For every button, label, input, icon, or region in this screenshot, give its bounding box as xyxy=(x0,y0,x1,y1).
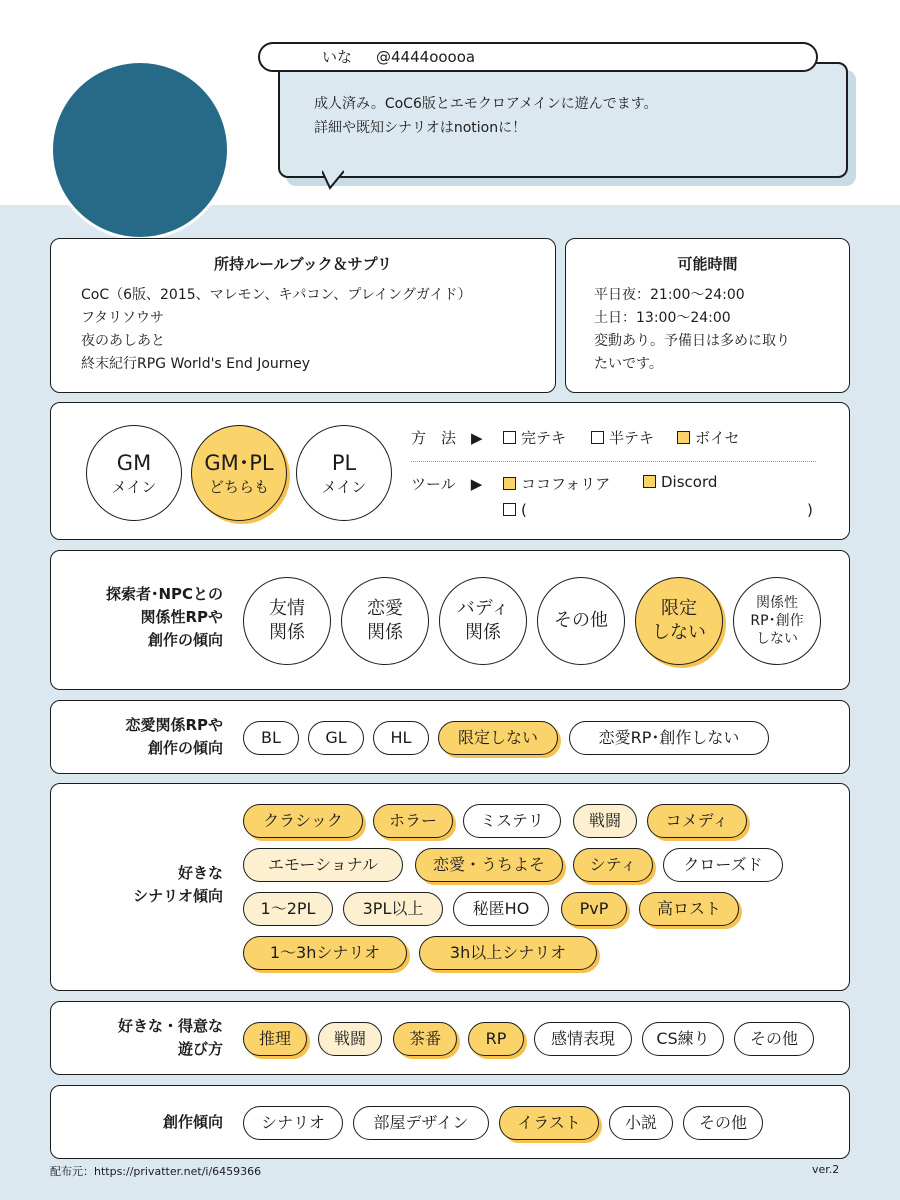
relationship-unlimited[interactable] xyxy=(635,577,723,665)
method-option[interactable] xyxy=(503,427,566,448)
tool-option-label: ココフォリア xyxy=(521,475,611,493)
rulebooks-card xyxy=(50,238,556,393)
romance-option[interactable]: BL xyxy=(243,721,299,755)
label-line: 遊び方 xyxy=(177,1040,223,1058)
playstyle-card xyxy=(50,1001,850,1075)
role-both[interactable] xyxy=(191,425,287,521)
scenario-option[interactable]: 秘匿HO xyxy=(453,892,549,926)
option-line: 関係 xyxy=(367,622,403,643)
relationship-other[interactable] xyxy=(537,577,625,665)
label-line: 恋愛関係RPや xyxy=(125,716,223,734)
scenario-option[interactable]: ミステリ xyxy=(463,804,561,838)
label-line: 創作の傾向 xyxy=(147,739,223,757)
romance-option[interactable]: GL xyxy=(308,721,364,755)
method-option[interactable] xyxy=(591,427,654,448)
tool-option[interactable] xyxy=(503,473,610,494)
checkbox-checked-icon xyxy=(677,431,690,444)
tool-other-option[interactable] xyxy=(503,501,527,519)
creation-option[interactable]: シナリオ xyxy=(243,1106,343,1140)
option-line: しない xyxy=(756,631,798,647)
scenario-option[interactable]: 恋愛・うちよそ xyxy=(415,848,563,882)
option-line: RP･創作 xyxy=(750,613,804,629)
option-line: 関係性 xyxy=(756,595,798,611)
scenario-option[interactable]: 3h以上シナリオ xyxy=(419,936,597,970)
romance-label xyxy=(63,714,223,760)
role-bottom: どちらも xyxy=(208,477,269,496)
rulebook-item: 夜のあしあと xyxy=(81,333,165,349)
other-close-paren: ) xyxy=(807,501,813,519)
relationship-friendship[interactable] xyxy=(243,577,331,665)
option-line: しない xyxy=(652,622,706,643)
role-top: PL xyxy=(331,450,357,475)
checkbox-icon xyxy=(591,431,604,444)
scenario-option[interactable]: エモーショナル xyxy=(243,848,403,882)
bio-line-2: 詳細や既知シナリオはnotionに！ xyxy=(314,120,527,136)
rulebook-item: 終末紀行RPG World's End Journey xyxy=(81,356,311,372)
scenario-option[interactable]: クローズド xyxy=(663,848,783,882)
scenario-option[interactable]: 1〜3hシナリオ xyxy=(243,936,407,970)
playstyle-option[interactable]: RP xyxy=(468,1022,524,1056)
option-line: バディ xyxy=(456,598,510,619)
scenario-option[interactable]: 戦闘 xyxy=(573,804,637,838)
profile-handle: @4444ooooa xyxy=(376,48,476,66)
rulebook-item: フタリソウサ xyxy=(81,310,165,326)
role-top: GM･PL xyxy=(204,450,274,475)
option-line: 友情 xyxy=(269,598,305,619)
scenario-option[interactable]: コメディ xyxy=(647,804,747,838)
availability-line: たいです。 xyxy=(594,356,663,372)
bio-line-1: 成人済み。CoC6版とエモクロアメインに遊んでます。 xyxy=(314,96,658,112)
role-bottom: メイン xyxy=(111,477,157,496)
creation-label: 創作傾向 xyxy=(162,1113,223,1131)
romance-option[interactable]: 恋愛RP･創作しない xyxy=(569,721,769,755)
method-option[interactable] xyxy=(677,427,740,448)
playstyle-option[interactable]: CS練り xyxy=(642,1022,724,1056)
creation-card xyxy=(50,1085,850,1159)
creation-option[interactable]: その他 xyxy=(683,1106,763,1140)
checkbox-checked-icon xyxy=(643,475,656,488)
option-line: 限定 xyxy=(661,598,697,619)
creation-option[interactable]: 部屋デザイン xyxy=(353,1106,489,1140)
rulebooks-title: 所持ルールブック＆サプリ xyxy=(213,255,393,273)
relationship-buddy[interactable] xyxy=(439,577,527,665)
playstyle-option[interactable]: 感情表現 xyxy=(534,1022,632,1056)
romance-option[interactable]: HL xyxy=(373,721,429,755)
scenario-card xyxy=(50,783,850,991)
playstyle-option[interactable]: 茶番 xyxy=(393,1022,457,1056)
label-line: シナリオ傾向 xyxy=(133,887,223,905)
scenario-option[interactable]: 1〜2PL xyxy=(243,892,333,926)
creation-option[interactable]: イラスト xyxy=(499,1106,599,1140)
tool-option-label: Discord xyxy=(661,473,718,491)
checkbox-icon xyxy=(503,431,516,444)
playstyle-label xyxy=(63,1015,223,1061)
role-card xyxy=(50,402,850,540)
option-line: 関係 xyxy=(269,622,305,643)
label-line: 創作の傾向 xyxy=(147,631,223,649)
playstyle-option[interactable]: 戦闘 xyxy=(318,1022,382,1056)
rulebook-item: CoC（6版、2015、マレモン、キパコン、プレイングガイド） xyxy=(81,287,472,303)
label-line: 関係性RPや xyxy=(140,608,223,626)
scenario-option[interactable]: クラシック xyxy=(243,804,363,838)
role-pl-main[interactable] xyxy=(296,425,392,521)
romance-card xyxy=(50,700,850,774)
scenario-option[interactable]: 高ロスト xyxy=(639,892,739,926)
method-label: 方 法 ▶ xyxy=(411,429,483,447)
availability-list xyxy=(594,284,849,376)
relationship-romance[interactable] xyxy=(341,577,429,665)
profile-name: いな xyxy=(322,48,353,66)
tool-label: ツール ▶ xyxy=(411,475,483,493)
availability-title: 可能時間 xyxy=(677,255,738,273)
method-option-label: 完テキ xyxy=(521,429,567,447)
role-bottom: メイン xyxy=(321,477,367,496)
footer-version: ver.2 xyxy=(812,1163,840,1176)
checkbox-icon xyxy=(503,503,516,516)
availability-card xyxy=(565,238,850,393)
name-pill xyxy=(258,42,818,72)
option-line: 関係 xyxy=(465,622,501,643)
scenario-option[interactable]: 3PL以上 xyxy=(343,892,443,926)
playstyle-option[interactable]: その他 xyxy=(734,1022,814,1056)
relationship-none[interactable] xyxy=(733,577,821,665)
scenario-option[interactable]: PvP xyxy=(561,892,627,926)
scenario-label xyxy=(63,862,223,908)
creation-option[interactable]: 小説 xyxy=(609,1106,673,1140)
tool-option[interactable] xyxy=(643,473,717,491)
availability-line: 変動あり。予備日は多めに取り xyxy=(594,333,790,349)
availability-line: 平日夜：21:00〜24:00 xyxy=(594,287,745,303)
divider xyxy=(411,461,816,462)
label-line: 好きな・得意な xyxy=(117,1017,223,1035)
other-open-paren: ( xyxy=(521,501,527,519)
playstyle-option[interactable]: 推理 xyxy=(243,1022,307,1056)
bio-bubble xyxy=(278,62,848,178)
role-gm-main[interactable] xyxy=(86,425,182,521)
label-line: 好きな xyxy=(177,864,223,882)
option-line: 恋愛 xyxy=(367,598,403,619)
avatar xyxy=(50,60,230,240)
romance-option[interactable]: 限定しない xyxy=(438,721,558,755)
availability-line: 土日：13:00〜24:00 xyxy=(594,310,731,326)
relationship-label xyxy=(63,583,223,652)
bubble-tail-icon xyxy=(322,170,344,190)
relationship-card xyxy=(50,550,850,690)
scenario-option[interactable]: ホラー xyxy=(373,804,453,838)
footer-source: 配布元：https://privatter.net/i/6459366 xyxy=(50,1165,262,1178)
checkbox-checked-icon xyxy=(503,477,516,490)
method-option-label: ボイセ xyxy=(695,429,740,447)
scenario-option[interactable]: シティ xyxy=(573,848,653,882)
method-option-label: 半テキ xyxy=(609,429,655,447)
label-line: 探索者･NPCとの xyxy=(105,585,223,603)
rulebooks-list xyxy=(81,284,555,376)
role-top: GM xyxy=(116,450,152,475)
option-line: その他 xyxy=(554,610,608,631)
